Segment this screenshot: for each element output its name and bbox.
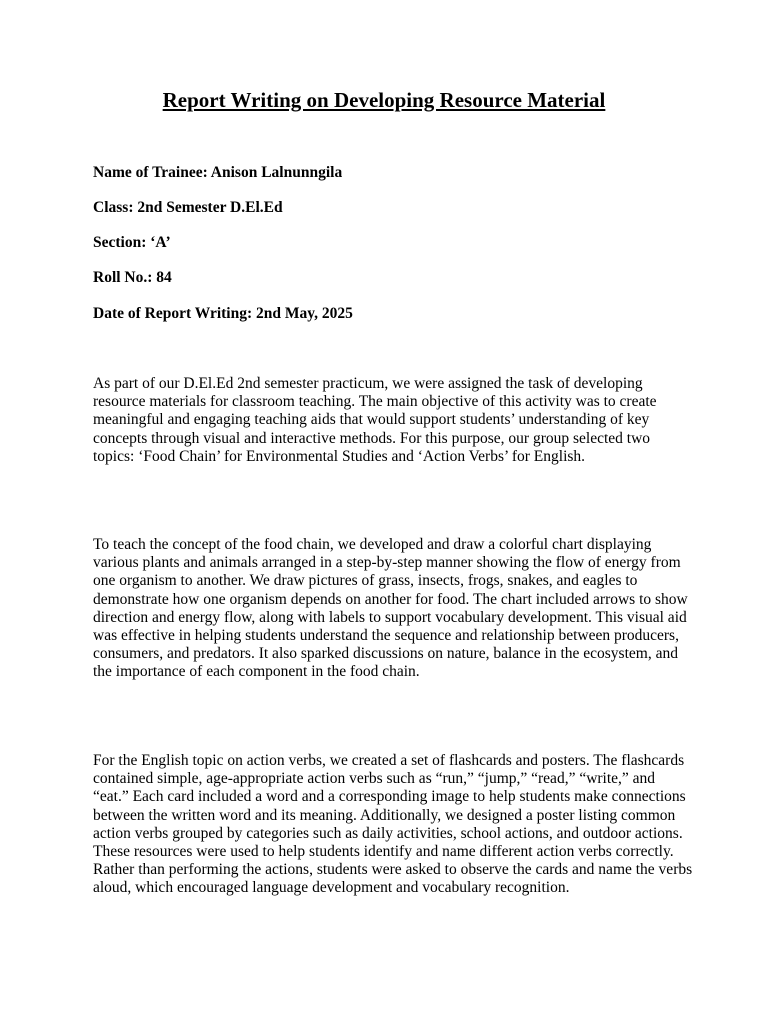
field-class: Class: 2nd Semester D.El.Ed [93,199,283,216]
field-date: Date of Report Writing: 2nd May, 2025 [93,305,353,322]
report-title: Report Writing on Developing Resource Material [162,88,606,112]
paragraph-food-chain: To teach the concept of the food chain, we developed and draw a colorful chart displaying various plants and animals arranged in a step-by-step manner showing the flow of energy from one organism to another. We draw pictures of grass, insects, frogs, snakes, and eagles to demonstrate how one organism depends on another for food. The chart included arrows to show direction and energy flow, along with labels to support vocabulary development. This visual aid was effective in helping students understand the sequence and relationship between producers, consumers, and predators. It also sparked discussions on nature, balance in the ecosystem, and the importance of each component in the food chain. [93,536,688,681]
field-trainee-name: Name of Trainee: Anison Lalnunngila [93,164,343,181]
field-section: Section: ‘A’ [93,234,171,251]
paragraph-action-verbs: For the English topic on action verbs, we created a set of flashcards and posters. The flashcards contained simple, age-appropriate action verbs such as “run,” “jump,” “read,” “write,” and “eat.” Each card included a word and a corresponding image to help students make connections between the written word and its meaning. Additionally, we designed a poster listing common action verbs grouped by categories such as daily activities, school actions, and outdoor actions. These resources were used to help students identify and name different action verbs correctly. Rather than performing the actions, students were asked to observe the cards and name the verbs aloud, which encouraged language development and vocabulary recognition. [93,752,693,897]
field-roll-no: Roll No.: 84 [93,269,172,286]
paragraph-intro: As part of our D.El.Ed 2nd semester practicum, we were assigned the task of developing resource materials for classroom teaching. The main objective of this activity was to create meaningful and engaging teaching aids that would support students’ understanding of key concepts through visual and interactive methods. For this purpose, our group selected two topics: ‘Food Chain’ for Environmental Studies and ‘Action Verbs’ for English. [93,375,657,465]
